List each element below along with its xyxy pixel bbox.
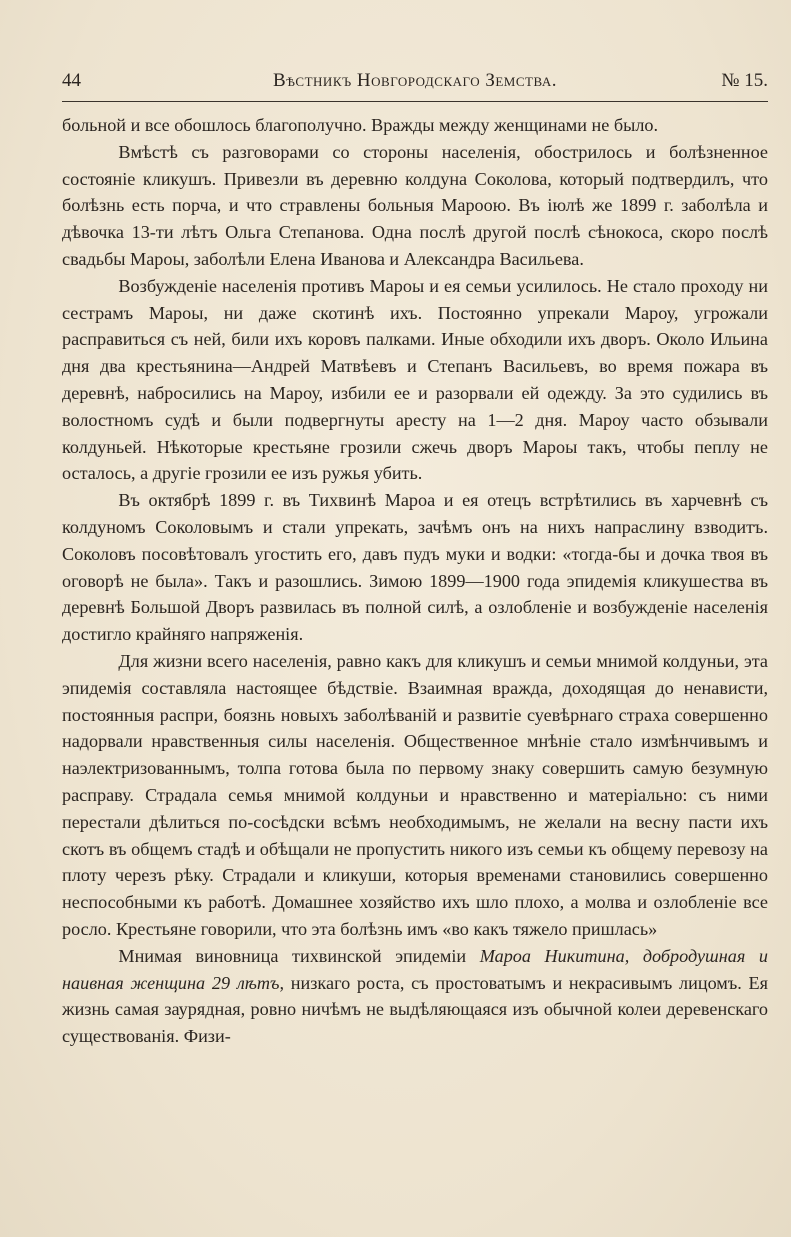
paragraph-4: Въ октябрѣ 1899 г. въ Тихвинѣ Мароа и ея отецъ встрѣтились въ харчевнѣ съ колдуномъ Соколовымъ и стали упрекать, зачѣмъ онъ на нихъ напраслину взводитъ. Соколовъ посовѣтовалъ угостить его, давъ пудъ муки и водки: «тогда-бы и дочка твоя въ оговорѣ не была». Такъ и разошлись. Зимою 1899—1900 года эпидемія кликушества въ деревнѣ Большой Дворъ развилась въ полной силѣ, а озлобленіе и возбужденіе населенія достигло крайняго напряженія.	[62, 490, 768, 645]
paragraph-2: Вмѣстѣ съ разговорами со стороны населенія, обострилось и болѣзненное состояніе кликушъ. Привезли въ деревню колдуна Соколова, который подтвердилъ, что болѣзнь есть порча, и что стравлены больныя Мароою. Въ іюлѣ же 1899 г. заболѣла и дѣвочка 13-ти лѣтъ Ольга Степанова. Одна послѣ другой послѣ сѣнокоса, скоро послѣ свадьбы Мароы, заболѣли Елена Иванова и Александра Васильева.	[62, 141, 768, 269]
paragraph-6	[62, 943, 768, 1050]
page-header	[62, 66, 768, 100]
paragraph-6-start: Мнимая виновница тихвинской эпидеміи	[118, 945, 480, 966]
paragraph-1: больной и все обошлось благополучно. Вражды между женщинами не было.	[62, 115, 659, 135]
paragraph-6-end: низкаго роста, съ простоватымъ и некрасивымъ лицомъ. Ея жизнь самая заурядная, ровно ничѣмъ не выдѣляющаяся изъ обычной колеи деревенскаго существованія. Физи-	[62, 972, 769, 1047]
page-number: 44	[62, 70, 81, 91]
issue-number: № 15.	[721, 70, 768, 91]
header-rule	[62, 101, 768, 102]
paragraph-6-italic: Мароа Никитина, добродушная и наивная женщина 29 лѣтъ,	[62, 945, 768, 993]
article-body	[62, 112, 768, 1050]
paragraph-5: Для жизни всего населенія, равно какъ для кликушъ и семьи мнимой колдуньи, эта эпидемія составляла настоящее бѣдствіе. Взаимная вражда, доходящая до ненависти, постоянныя распри, боязнь новыхъ заболѣваній и развитіе суевѣрнаго страха совершенно надорвали нравственныя силы населенія. Общественное мнѣніе стало измѣнчивымъ и наэлектризованнымъ, толпа готова была по первому знаку совершить самую безумную расправу. Страдала семья мнимой колдуньи и нравственно и матеріально: съ ними перестали дѣлиться по-сосѣдски всѣмъ необходимымъ, не желали на весну пасти ихъ скотъ въ общемъ стадѣ и обѣщали не пропустить никого изъ семьи къ общему перевозу на плоту черезъ рѣку. Страдали и кликуши, которыя временами становились совершенно неспособными къ работѣ. Домашнее хозяйство ихъ шло плохо, а молва и озлобленіе все росло. Крестьяне говорили, что эта болѣзнь имъ «во какъ тяжело пришлась»	[62, 650, 768, 939]
paragraph-3: Возбужденіе населенія противъ Мароы и ея семьи усилилось. Не стало проходу ни сестрамъ Мароы, ни даже скотинѣ ихъ. Постоянно упрекали Мароу, угрожали расправиться съ ней, били ихъ коровъ палками. Иные обходили ихъ дворъ. Около Ильина дня два крестьянина—Андрей Матвѣевъ и Степанъ Васильевъ, во время пожара въ деревнѣ, набросились на Мароу, избили ее и разорвали ей одежду. За это судились въ волостномъ судѣ и были подвергнуты аресту на 1—2 дня. Мароу часто обзывали колдуньей. Нѣкоторые крестьяне грозили сжечь дворъ Мароы такъ, чтобы пеплу не осталось, а другіе грозили ее изъ ружья убить.	[62, 275, 768, 484]
journal-title: Вѣстникъ Новгородскаго Земства.	[273, 70, 557, 91]
